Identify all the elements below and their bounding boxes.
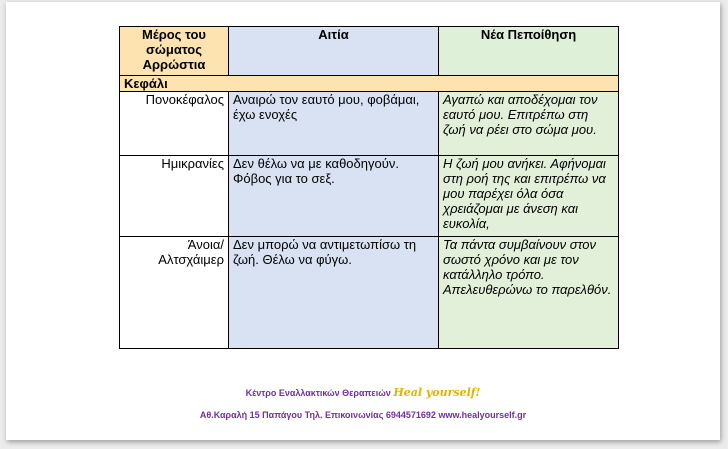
- table-row: [120, 92, 619, 156]
- table-row: [120, 237, 619, 349]
- row-belief: Αγαπώ και αποδέχομαι τον εαυτό μου. Επιτρέπω στη ζωή να ρέει στο σώμα μου.: [439, 92, 619, 156]
- header-cause: Αιτία: [229, 27, 439, 76]
- header-belief: Νέα Πεποίθηση: [439, 27, 619, 76]
- footer-center-line: [6, 386, 720, 399]
- header-row: [120, 27, 619, 76]
- header-part: Μέρος του σώματος Αρρώστια: [120, 27, 229, 76]
- row-part: Άνοια/ Αλτσχάιμερ: [120, 237, 229, 349]
- section-title: Κεφάλι: [120, 76, 619, 92]
- center-name: Κέντρο Εναλλακτικών Θεραπειών: [245, 388, 391, 398]
- row-cause: Δεν θέλω να με καθοδηγούν. Φόβος για το σεξ.: [229, 156, 439, 237]
- row-part: Ημικρανίες: [120, 156, 229, 237]
- document-page: [6, 2, 720, 440]
- row-cause: Δεν μπορώ να αντιμετωπίσω τη ζωή. Θέλω να φύγω.: [229, 237, 439, 349]
- row-part: Πονοκέφαλος: [120, 92, 229, 156]
- row-cause: Αναιρώ τον εαυτό μου, φοβάμαι, έχω ενοχές: [229, 92, 439, 156]
- section-row: [120, 76, 619, 92]
- brand-logo-text: Heal yourself!: [393, 386, 481, 399]
- row-belief: Η ζωή μου ανήκει. Αφήνομαι στη ροή της και επιτρέπω να μου παρέχει όλα όσα χρειάζομαι με άνεση και ευκολία,: [439, 156, 619, 237]
- table-row: [120, 156, 619, 237]
- footer-contact-line: Αθ.Καραλή 15 Παπάγου Τηλ. Επικοινωνίας 6944571692 www.healyourself.gr: [199, 410, 527, 420]
- beliefs-table: [119, 26, 619, 349]
- row-belief: Τα πάντα συμβαίνουν στον σωστό χρόνο και με τον κατάλληλο τρόπο. Απελευθερώνω το παρελθόν.: [439, 237, 619, 349]
